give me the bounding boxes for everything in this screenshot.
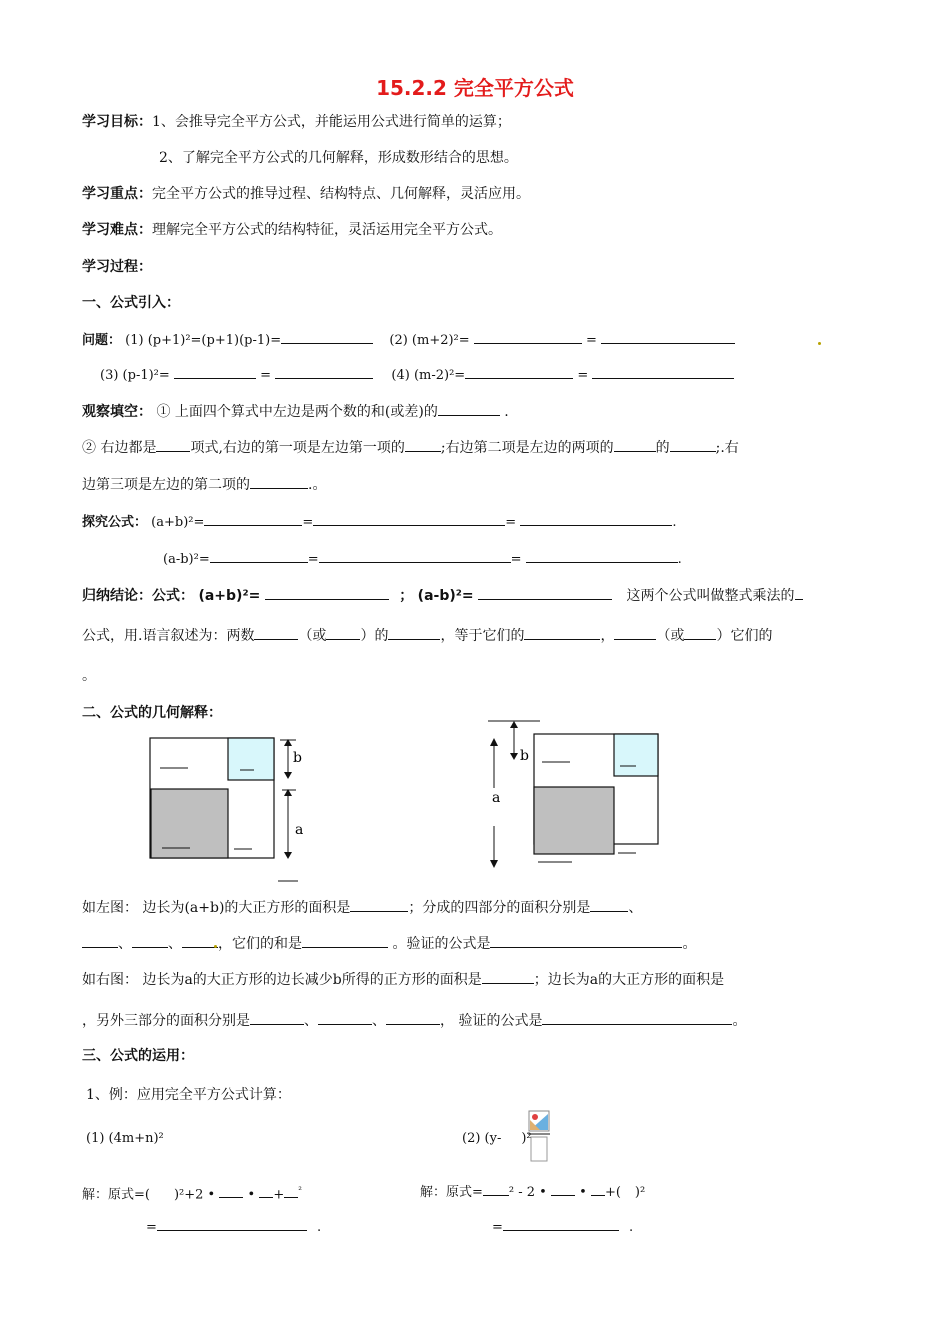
separator: 、 [168, 936, 182, 952]
solution-2-text-b: ² - 2 • [508, 1185, 547, 1200]
summary-text-e: ， [600, 628, 615, 644]
large-square [534, 787, 614, 854]
label-a: a [492, 790, 501, 806]
answer-blank[interactable] [350, 897, 408, 912]
section1-heading: 一、公式引入： [82, 295, 180, 311]
problem-2-text-b: )² [521, 1131, 532, 1146]
period: . [629, 1220, 634, 1235]
summary-formula-2: (a-b)²= [417, 588, 474, 604]
answer-blank[interactable] [592, 364, 734, 379]
section2-heading: 二、公式的几何解释： [82, 705, 222, 721]
solution-1-text-e: ² [298, 1186, 302, 1196]
explore-line-1 [82, 511, 676, 533]
right-figure-text-c: ，另外三部分的面积分别是 [82, 1013, 250, 1029]
right-square-diagram [480, 716, 680, 876]
difficulty-text: 理解完全平方公式的结构特征，灵活运用完全平方公式。 [152, 222, 502, 238]
left-figure-text-d: 。验证的公式是 [392, 936, 491, 952]
answer-blank[interactable] [388, 625, 440, 640]
example-line: 1、例：应用完全平方公式计算： [86, 1087, 291, 1103]
difficulty-label: 学习难点： [82, 222, 152, 238]
summary-tail: 这两个公式叫做整式乘法的 [626, 588, 795, 604]
period: . [672, 515, 677, 530]
observe-line-3 [82, 474, 326, 495]
answer-blank[interactable] [614, 625, 656, 640]
answer-blank[interactable] [601, 329, 735, 344]
answer-blank[interactable] [219, 1183, 243, 1198]
separator: 、 [628, 900, 643, 916]
answer-blank[interactable] [614, 437, 656, 452]
solution-2-text-d: +( [604, 1185, 621, 1200]
explore-formula-1: (a+b)²= [151, 515, 205, 530]
summary-text-d: ，等于它们的 [440, 628, 525, 644]
stray-dot [818, 342, 821, 345]
left-figure-text-a: 如左图： 边长为(a+b)的大正方形的面积是 [82, 900, 351, 916]
denominator-box [531, 1137, 547, 1161]
question-1: (1) (p+1)²=(p+1)(p-1)= [125, 333, 282, 348]
answer-blank[interactable] [526, 548, 678, 563]
answer-blank[interactable] [551, 1181, 575, 1196]
left-figure-text-c: ，它们的和是 [218, 936, 302, 952]
separator: 、 [304, 1013, 318, 1029]
summary-formula-1: (a+b)²= [198, 588, 261, 604]
process-label: 学习过程： [82, 259, 152, 275]
small-square [614, 734, 658, 776]
answer-blank[interactable] [438, 401, 500, 416]
period: . [677, 552, 682, 567]
observe-text-1: ① 上面四个算式中左边是两个数的和(或差)的 [156, 404, 438, 420]
key-points-label: 学习重点： [82, 186, 152, 202]
separator: 、 [372, 1013, 386, 1029]
summary-line-1 [82, 585, 803, 606]
answer-blank[interactable] [210, 548, 308, 563]
label-b: b [520, 748, 529, 764]
small-square [228, 738, 274, 780]
goal-line-1 [82, 112, 511, 132]
equals-sign: = [260, 368, 271, 383]
arrow-head [284, 772, 292, 779]
page-title: 15.2.2 完全平方公式 [376, 76, 574, 100]
explore-formula-2: (a-b)²= [163, 552, 210, 567]
equals-sign: = [307, 552, 319, 567]
right-figure-text-d: ， 验证的公式是 [440, 1013, 543, 1029]
solution-2-text-e: )² [634, 1185, 646, 1200]
observe-text-3b: .。 [308, 477, 327, 493]
separator: 、 [118, 936, 132, 952]
answer-blank[interactable] [250, 1010, 304, 1025]
right-figure-text-e: 。 [732, 1013, 747, 1029]
image-sun [532, 1114, 538, 1120]
answer-blank[interactable] [82, 933, 118, 948]
summary-line-2 [82, 625, 772, 646]
fraction-image-icon [528, 1110, 550, 1164]
answer-blank[interactable] [250, 474, 308, 489]
answer-blank[interactable] [478, 585, 612, 600]
arrow-head [284, 852, 292, 859]
summary-text-f: （或 [656, 628, 685, 644]
answer-blank[interactable] [795, 585, 803, 600]
left-figure-text-e: 。 [682, 936, 697, 952]
key-points-line [82, 184, 530, 204]
answer-blank[interactable] [313, 511, 505, 526]
observe-text-3a: 边第三项是左边的第二项的 [82, 477, 250, 493]
answer-blank[interactable] [490, 933, 682, 948]
solution-1-text-c: • [247, 1187, 256, 1203]
answer-blank[interactable] [259, 1183, 273, 1198]
arrow-head [490, 738, 498, 746]
period: . [317, 1220, 322, 1235]
right-figure-line-1 [82, 969, 724, 990]
answer-blank[interactable] [174, 364, 256, 379]
problem-1: (1) (4m+n)² [86, 1131, 164, 1146]
answer-blank[interactable] [670, 437, 716, 452]
answer-blank[interactable] [465, 364, 573, 379]
observe-line-1 [82, 401, 509, 422]
problem-2 [462, 1129, 532, 1149]
answer-blank[interactable] [156, 437, 190, 452]
solution-1-text-d: + [273, 1187, 285, 1203]
answer-blank[interactable] [520, 511, 672, 526]
label-b: b [293, 750, 302, 766]
answer-blank[interactable] [265, 585, 389, 600]
solution-1-text-b: )²+2 • [173, 1187, 216, 1203]
key-points-text: 完全平方公式的推导过程、结构特点、几何解释，灵活应用。 [152, 186, 530, 202]
arrow-head [490, 860, 498, 868]
summary-label: 归纳结论：公式： [82, 588, 194, 604]
question-4: (4) (m-2)²= [391, 368, 466, 383]
summary-line-3: 。 [82, 668, 96, 684]
stray-dot [214, 945, 217, 948]
answer-blank[interactable] [590, 897, 628, 912]
arrow-head [510, 721, 518, 728]
summary-text-b: （或 [298, 628, 327, 644]
equals-sign: = [505, 515, 517, 530]
observe-text-2b: 项式,右边的第一项是左边第一项的 [190, 440, 405, 456]
observe-text-2c: ;右边第二项是左边的两项的 [440, 440, 614, 456]
equals-sign: = [577, 368, 589, 383]
left-figure-text-b: ；分成的四部分的面积分别是 [408, 900, 591, 916]
left-figure-line-2 [82, 933, 696, 954]
answer-blank[interactable] [281, 329, 373, 344]
answer-blank[interactable] [542, 1010, 732, 1025]
explore-line-2 [163, 548, 682, 570]
answer-blank[interactable] [386, 1010, 440, 1025]
equals-sign: = [492, 1220, 503, 1235]
answer-blank[interactable] [302, 933, 388, 948]
left-figure-line-1 [82, 897, 642, 918]
answer-blank[interactable] [284, 1183, 298, 1198]
observe-text-2d: 的 [655, 440, 670, 456]
right-figure-text-a: 如右图： 边长为a的大正方形的边长减少b所得的正方形的面积是 [82, 972, 482, 988]
observe-label: 观察填空： [82, 404, 152, 420]
answer-blank[interactable] [483, 1181, 509, 1196]
answer-blank[interactable] [318, 1010, 372, 1025]
question-3: (3) (p-1)²= [100, 368, 170, 383]
right-figure-line-2 [82, 1010, 746, 1031]
solution-1-line-2 [146, 1216, 321, 1238]
answer-blank[interactable] [684, 625, 716, 640]
summary-text-c: ）的 [360, 628, 389, 644]
answer-blank[interactable] [319, 548, 511, 563]
answer-blank[interactable] [254, 625, 298, 640]
equals-sign: = [510, 552, 522, 567]
observe-line-2 [82, 437, 739, 458]
answer-blank[interactable] [524, 625, 600, 640]
solution-1-label: 解：原式=( [82, 1187, 150, 1203]
goal-item-1: 1、会推导完全平方公式，并能运用公式进行简单的运算； [152, 114, 511, 130]
solution-1-line-1 [82, 1181, 302, 1205]
answer-blank[interactable] [275, 364, 373, 379]
left-square-diagram [140, 728, 340, 888]
answer-blank[interactable] [482, 969, 534, 984]
observe-end: . [504, 404, 509, 420]
summary-separator: ； [399, 588, 414, 604]
solution-2-line-1 [420, 1181, 645, 1203]
equals-sign: = [585, 333, 597, 348]
equals-sign: = [146, 1220, 157, 1235]
section3-heading: 三、公式的运用： [82, 1048, 194, 1064]
question-line-2 [100, 364, 734, 386]
equals-sign: = [302, 515, 314, 530]
label-a: a [295, 822, 304, 838]
answer-blank[interactable] [474, 329, 582, 344]
question-label: 问题： [82, 333, 122, 348]
right-figure-text-b: ；边长为a的大正方形的面积是 [533, 972, 725, 988]
observe-text-2e: ;.右 [715, 440, 739, 456]
question-line-1 [82, 329, 735, 351]
answer-blank[interactable] [405, 437, 441, 452]
answer-blank[interactable] [182, 933, 218, 948]
solution-2-label: 解：原式= [420, 1185, 483, 1200]
question-2: (2) (m+2)²= [389, 333, 470, 348]
answer-blank[interactable] [157, 1216, 307, 1231]
goal-item-2: 2、了解完全平方公式的几何解释，形成数形结合的思想。 [159, 150, 518, 166]
answer-blank[interactable] [591, 1181, 605, 1196]
summary-text-g: ）它们的 [716, 628, 773, 644]
solution-2-text-c: • [579, 1185, 587, 1200]
difficulty-line [82, 220, 502, 240]
summary-text-a: 公式，用.语言叙述为：两数 [82, 628, 255, 644]
answer-blank[interactable] [326, 625, 360, 640]
solution-2-line-2 [492, 1216, 633, 1238]
answer-blank[interactable] [204, 511, 302, 526]
answer-blank[interactable] [132, 933, 168, 948]
goals-label: 学习目标： [82, 114, 152, 130]
explore-label: 探究公式： [82, 515, 148, 530]
arrow-head [510, 753, 518, 760]
observe-text-2a: ② 右边都是 [82, 440, 157, 456]
problem-2-text-a: (2) (y- [462, 1131, 502, 1146]
answer-blank[interactable] [503, 1216, 619, 1231]
